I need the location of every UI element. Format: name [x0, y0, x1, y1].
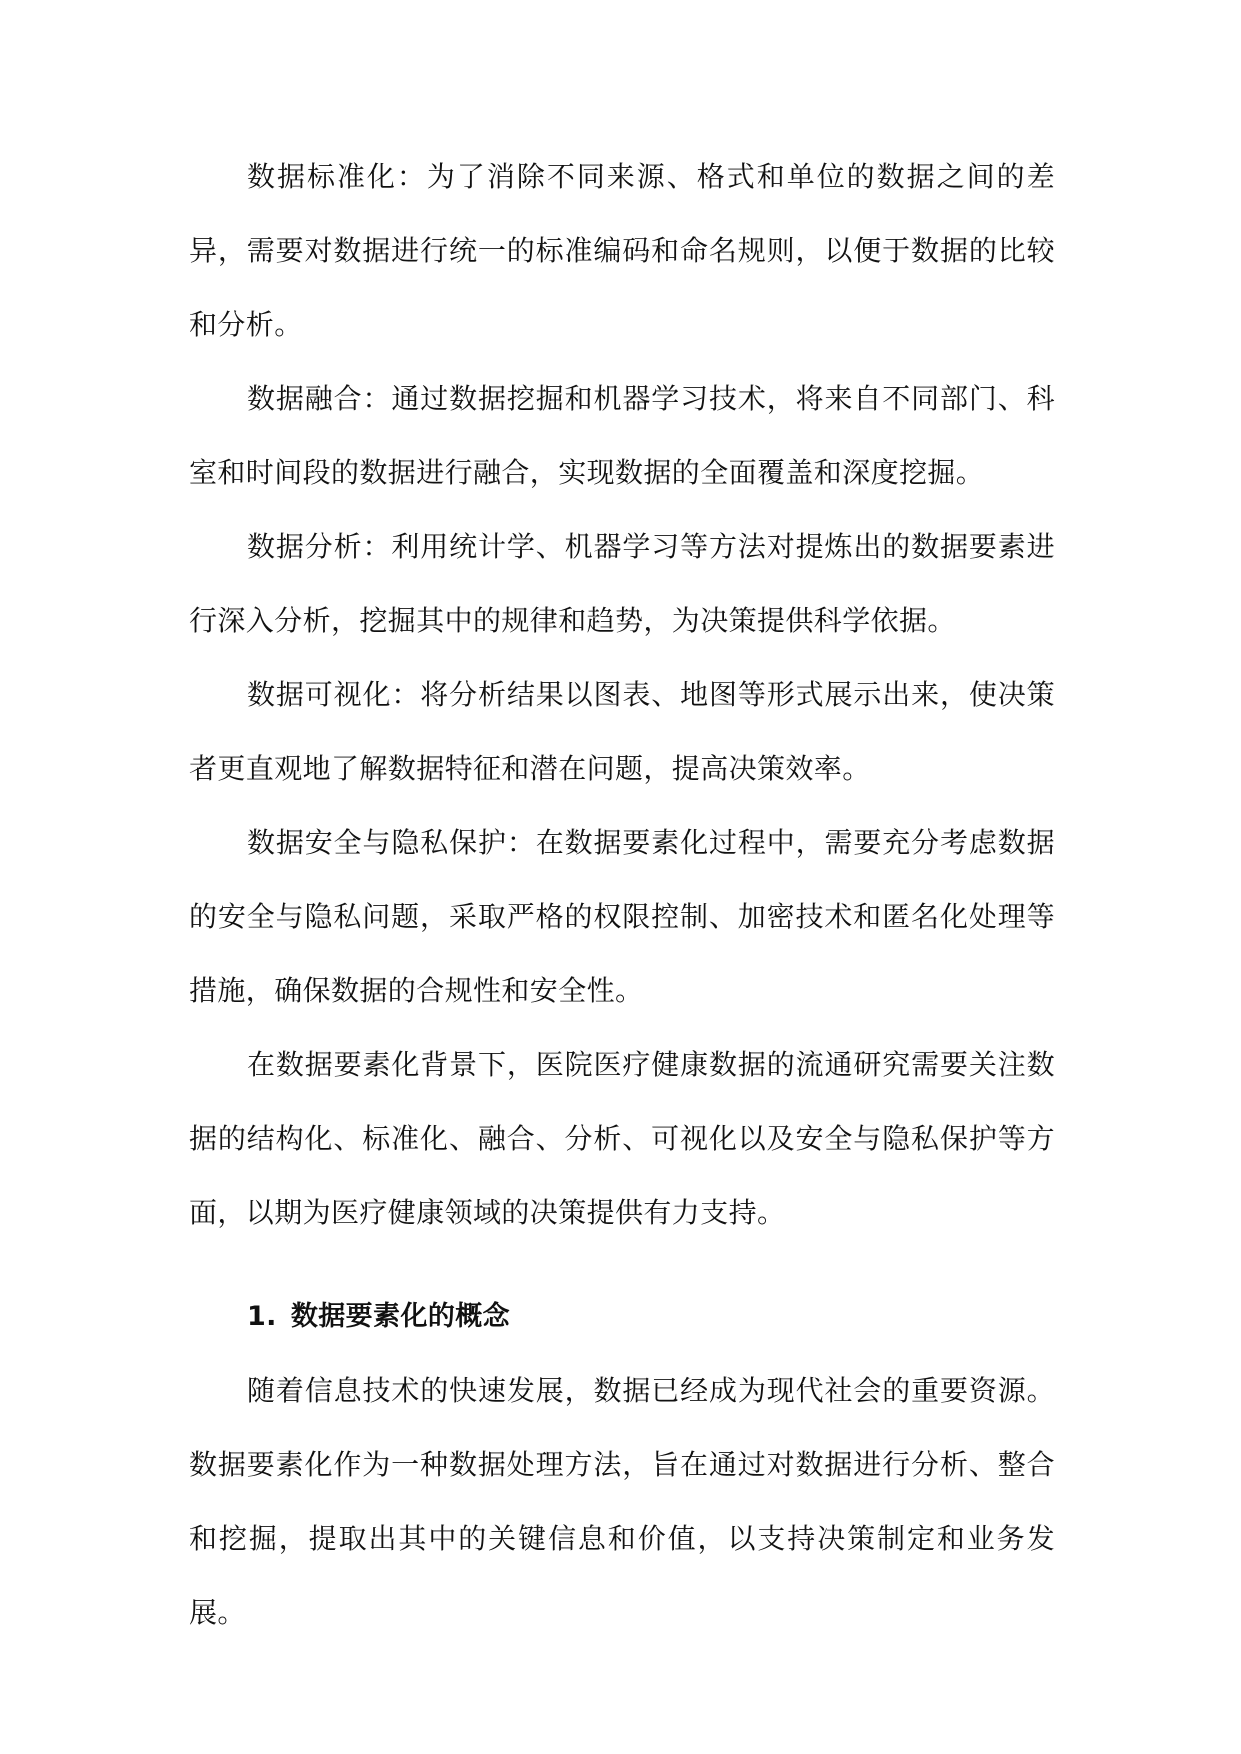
paragraph-data-analysis: 数据分析：利用统计学、机器学习等方法对提炼出的数据要素进行深入分析，挖掘其中的规律和趋势，为决策提供科学依据。 — [189, 530, 1055, 637]
paragraph-summary: 在数据要素化背景下，医院医疗健康数据的流通研究需要关注数据的结构化、标准化、融合、分析、可视化以及安全与隐私保护等方面，以期为医疗健康领域的决策提供有力支持。 — [189, 1048, 1055, 1229]
paragraph-data-fusion: 数据融合：通过数据挖掘和机器学习技术，将来自不同部门、科室和时间段的数据进行融合，实现数据的全面覆盖和深度挖掘。 — [189, 382, 1055, 489]
paragraph-data-security-privacy: 数据安全与隐私保护：在数据要素化过程中，需要充分考虑数据的安全与隐私问题，采取严格的权限控制、加密技术和匿名化处理等措施，确保数据的合规性和安全性。 — [189, 826, 1055, 1007]
section-heading — [189, 1280, 1055, 1354]
section-number: 1. — [247, 1301, 277, 1332]
paragraph-data-visualization: 数据可视化：将分析结果以图表、地图等形式展示出来，使决策者更直观地了解数据特征和潜在问题，提高决策效率。 — [189, 678, 1055, 785]
section-title: 数据要素化的概念 — [290, 1301, 511, 1332]
paragraph-data-standardization: 数据标准化：为了消除不同来源、格式和单位的数据之间的差异，需要对数据进行统一的标准编码和命名规则，以便于数据的比较和分析。 — [189, 160, 1055, 341]
document-body — [189, 140, 1055, 1650]
paragraph-concept-intro: 随着信息技术的快速发展，数据已经成为现代社会的重要资源。数据要素化作为一种数据处理方法，旨在通过对数据进行分析、整合和挖掘，提取出其中的关键信息和价值，以支持决策制定和业务发展。 — [189, 1374, 1055, 1629]
